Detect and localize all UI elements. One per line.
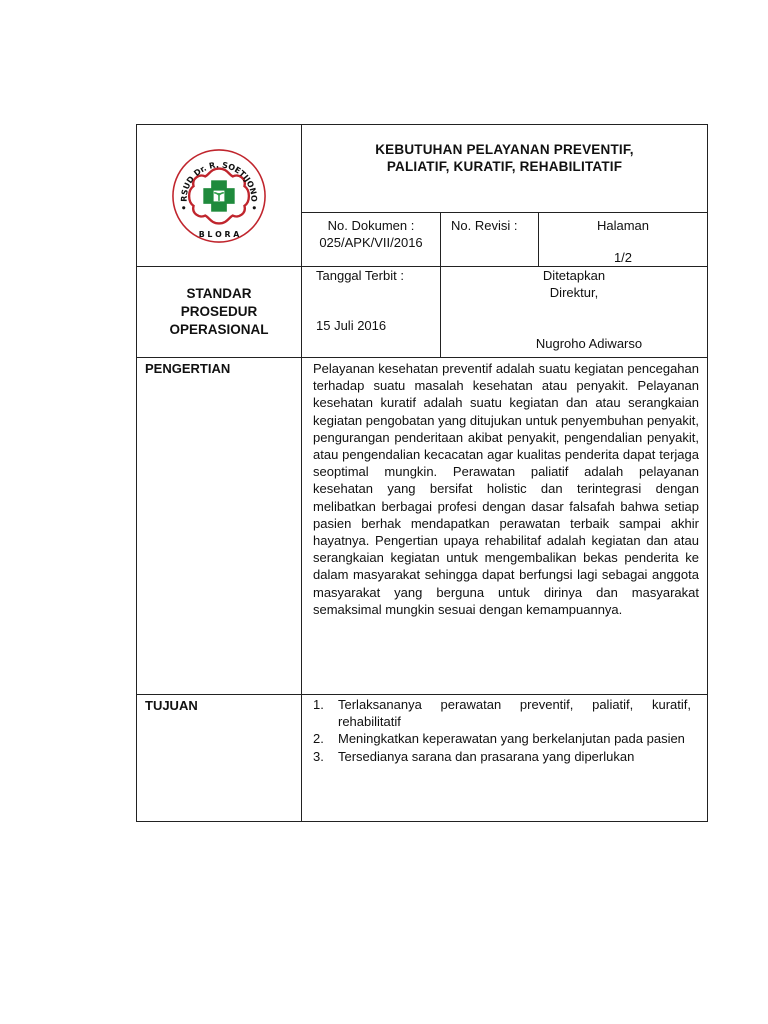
pengertian-label: PENGERTIAN bbox=[137, 358, 302, 695]
title-line-1: KEBUTUHAN PELAYANAN PREVENTIF, bbox=[375, 142, 634, 157]
halaman-value: 1/2 bbox=[613, 250, 633, 265]
page-cell bbox=[539, 213, 708, 267]
document-number-cell bbox=[302, 213, 441, 267]
approval-cell bbox=[441, 267, 708, 358]
sop-label-cell bbox=[137, 267, 302, 358]
list-item bbox=[313, 749, 691, 766]
list-item-text: Meningkatkan keperawatan yang berkelanjutan pada pasien bbox=[338, 731, 685, 746]
signer-name: Nugroho Adiwarso bbox=[535, 336, 643, 351]
sop-document-table bbox=[136, 124, 708, 822]
revision-cell bbox=[441, 213, 539, 267]
sop-line-1: STANDAR bbox=[186, 286, 252, 301]
revisi-label: No. Revisi : bbox=[451, 218, 518, 233]
list-item bbox=[313, 697, 691, 730]
ditetapkan-label: Ditetapkan bbox=[542, 268, 606, 283]
logo-bottom-text: B L O R A bbox=[198, 229, 240, 239]
title-line-2: PALIATIF, KURATIF, REHABILITATIF bbox=[386, 159, 623, 174]
sop-line-3: OPERASIONAL bbox=[169, 322, 269, 337]
tujuan-list bbox=[313, 697, 699, 765]
direktur-label: Direktur, bbox=[549, 285, 599, 300]
terbit-label: Tanggal Terbit : bbox=[316, 268, 404, 283]
sop-line-2: PROSEDUR bbox=[180, 304, 258, 319]
list-item-number: 1. bbox=[313, 697, 324, 712]
doc-no-label: No. Dokumen : bbox=[327, 218, 415, 233]
document-title bbox=[302, 125, 708, 213]
pengertian-text: Pelayanan kesehatan preventif adalah suatu kegiatan pencegahan terhadap suatu masalah kesehatan atau penyakit. Pelayanan kesehatan kuratif adalah suatu kegiatan dan atau serangkaian kegiatan pengobatan yang ditujukan untuk penyembuhan penyakit, pengurangan penderitaan akibat penyakit, pengendalian penyakit, atau pengendalian kecacatan agar kualitas penderita dapat terjaga seoptimal mungkin. Perawatan paliatif adalah pelayanan kesehatan yang bersifat holistic dan terintegrasi dengan melibatkan berbagai profesi dengan dasar falsafah bahwa setiap pasien berhak mendapatkan perawatan terbaik sampai akhir hayatnya. Pengertian upaya rehabilitaf adalah kegiatan dan atau serangkaian kegiatan untuk mengembalikan bekas penderita ke dalam masyarakat sehingga dapat berfungsi lagi sebagai anggota masyarakat yang berguna untuk dirinya dan masyarakat semaksimal mungkin sesuai dengan kemampuannya. bbox=[302, 358, 708, 695]
tujuan-label: TUJUAN bbox=[137, 695, 302, 822]
list-item-number: 2. bbox=[313, 731, 324, 746]
tujuan-content bbox=[302, 695, 708, 822]
terbit-date: 15 Juli 2016 bbox=[316, 318, 387, 333]
hospital-logo bbox=[170, 147, 268, 245]
halaman-label: Halaman bbox=[596, 218, 650, 233]
list-item-text: Terlaksananya perawatan preventif, paliatif, kuratif, rehabilitatif bbox=[338, 697, 691, 729]
doc-no-value: 025/APK/VII/2016 bbox=[319, 235, 423, 250]
list-item-number: 3. bbox=[313, 748, 324, 764]
list-item-text: Tersedianya sarana dan prasarana yang diperlukan bbox=[338, 748, 635, 764]
list-item bbox=[313, 731, 691, 748]
logo-ring-text: RSUD Dr. R. SOETIJONO bbox=[179, 160, 259, 202]
issue-date-cell bbox=[302, 267, 441, 358]
logo-cell bbox=[137, 125, 302, 267]
